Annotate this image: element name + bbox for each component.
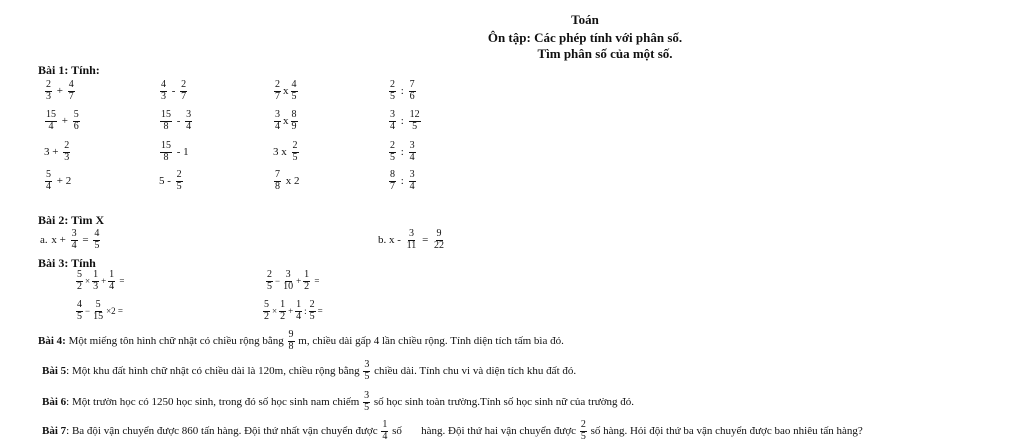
bai1-expr	[159, 170, 184, 192]
numerator: 2	[390, 140, 395, 151]
fraction	[45, 80, 52, 102]
text-segment: :	[398, 146, 407, 158]
fraction	[292, 141, 299, 163]
denominator: 5	[291, 90, 297, 102]
numerator: 5	[73, 109, 79, 120]
fraction	[303, 270, 310, 292]
numerator: 2	[292, 140, 298, 151]
bai1-expr	[44, 110, 81, 132]
fraction	[71, 229, 78, 251]
denominator: 8	[163, 151, 169, 163]
numerator: 3	[409, 169, 415, 180]
fraction	[282, 270, 294, 292]
text-segment: 3 +	[44, 146, 62, 158]
bai1-expr	[273, 110, 299, 132]
denominator: 4	[409, 151, 415, 163]
text-segment: =	[317, 306, 323, 316]
text-segment: - 1	[174, 146, 189, 158]
denominator: 5	[390, 90, 395, 102]
subject-title: Toán	[571, 12, 599, 27]
fraction	[279, 300, 286, 322]
text-segment: số học sinh toàn trường.Tính số học sinh nữ của trường đó.	[371, 396, 635, 408]
numerator: 4	[77, 299, 82, 310]
numerator: 1	[280, 299, 286, 310]
denominator: 5	[412, 120, 418, 132]
bai4-text	[38, 330, 564, 352]
denominator: 2	[77, 280, 82, 292]
denominator: 6	[73, 120, 79, 132]
exercise-label: Bài 5	[42, 365, 67, 377]
fraction	[409, 80, 416, 102]
bai1-expr	[159, 80, 188, 102]
text-segment: :	[304, 306, 307, 316]
fraction	[266, 270, 273, 292]
denominator: 4	[48, 120, 54, 132]
text-segment: +	[296, 276, 302, 286]
text-segment: :	[398, 85, 407, 97]
fraction	[309, 300, 316, 322]
text-segment: m, chiều dài gấp 4 lần chiều rộng. Tính diện tích tấm bìa đó.	[295, 335, 564, 347]
numerator: 3	[71, 228, 77, 239]
text-segment: :	[398, 115, 407, 127]
numerator: 4	[94, 228, 100, 239]
bai2-heading: Bài 2: Tìm X	[38, 213, 105, 227]
text-segment: +	[59, 115, 71, 127]
fraction	[389, 141, 396, 163]
denominator: 5	[364, 370, 370, 382]
bai6-text	[42, 391, 634, 413]
numerator: 5	[77, 269, 82, 280]
fraction	[263, 300, 270, 322]
fraction	[291, 80, 298, 102]
denominator: 4	[46, 180, 51, 192]
numerator: 4	[161, 79, 166, 90]
fraction	[45, 110, 57, 132]
fraction	[389, 170, 396, 192]
text-segment: +	[288, 306, 294, 316]
text-segment: ×2 =	[106, 306, 123, 316]
denominator: 4	[409, 180, 415, 192]
numerator: 2	[181, 79, 187, 90]
numerator: 2	[580, 419, 586, 430]
denominator: 4	[109, 280, 115, 292]
denominator: 7	[275, 90, 280, 102]
text-segment: a.	[40, 234, 51, 246]
bai1-expr	[273, 141, 300, 163]
lesson-title-line1: Ôn tập: Các phép tính với phân số.	[487, 30, 683, 45]
denominator: 11	[406, 239, 417, 251]
fraction	[291, 110, 298, 132]
numerator: 9	[436, 228, 442, 239]
numerator: 12	[409, 109, 420, 120]
text-segment: -	[169, 85, 179, 97]
text-segment: 3 x	[273, 146, 290, 158]
numerator: 3	[186, 109, 192, 120]
denominator: 4	[382, 430, 388, 442]
numerator: 15	[161, 109, 171, 120]
denominator: 3	[93, 280, 99, 292]
numerator: 1	[296, 299, 302, 310]
text-segment: : Một trườn học có 1250 học sinh, trong đó số học sinh nam chiếm	[66, 396, 363, 408]
fraction	[288, 330, 295, 352]
text-segment: : Ba đội vận chuyển được 860 tấn hàng. Đội thứ nhất vận chuyển được	[66, 425, 381, 437]
fraction	[76, 300, 83, 322]
numerator: 15	[161, 140, 171, 151]
denominator: 3	[46, 90, 51, 102]
text-segment: +	[101, 276, 107, 286]
denominator: 5	[390, 151, 395, 163]
text-segment: chiều dài. Tính chu vi và diện tích khu đất đó.	[371, 365, 577, 377]
numerator: 9	[288, 329, 294, 340]
fraction	[68, 80, 75, 102]
fraction	[409, 170, 416, 192]
fraction	[63, 141, 70, 163]
fraction	[180, 80, 187, 102]
numerator: 2	[390, 79, 395, 90]
fraction	[185, 110, 192, 132]
denominator: 5	[364, 401, 370, 413]
bai1-expr	[388, 141, 417, 163]
denominator: 9	[291, 120, 297, 132]
text-segment: =	[419, 234, 432, 246]
text-segment: +	[54, 85, 66, 97]
denominator: 2	[264, 310, 269, 322]
denominator: 3	[161, 90, 166, 102]
bai2-item-a	[40, 229, 101, 251]
text-segment: : Một khu đất hình chữ nhật có chiều dài là 120m, chiều rộng bằng	[66, 365, 363, 377]
bai1-expr	[273, 170, 300, 192]
numerator: 2	[309, 299, 315, 310]
numerator: 4	[291, 79, 297, 90]
fraction	[580, 420, 587, 442]
text-segment: :	[398, 175, 407, 187]
denominator: 2	[304, 280, 310, 292]
fraction	[160, 141, 172, 163]
numerator: 5	[46, 169, 51, 180]
exercise-label: Bài 7	[42, 425, 67, 437]
denominator: 5	[176, 180, 182, 192]
text-segment: Một miếng tôn hình chữ nhật có chiều rộng bằng	[65, 335, 287, 347]
text-segment: =	[312, 276, 320, 286]
text-segment: số hàng. Đội thứ hai vận chuyển được	[389, 425, 579, 437]
numerator: 1	[93, 269, 99, 280]
denominator: 5	[267, 280, 272, 292]
numerator: 3	[275, 109, 280, 120]
numerator: 1	[109, 269, 115, 280]
bai1-expr	[44, 141, 71, 163]
denominator: 15	[93, 310, 104, 322]
numerator: 2	[267, 269, 272, 280]
fraction	[73, 110, 80, 132]
fraction	[76, 270, 83, 292]
text-segment: =	[79, 234, 92, 246]
fraction	[108, 270, 115, 292]
denominator: 4	[71, 239, 77, 251]
fraction	[389, 110, 396, 132]
text-segment: x	[283, 115, 289, 127]
fraction	[381, 420, 388, 442]
numerator: 4	[68, 79, 74, 90]
denominator: 4	[275, 120, 280, 132]
fraction	[406, 229, 418, 251]
fraction	[160, 110, 172, 132]
denominator: 2	[280, 310, 286, 322]
bai1-expr	[159, 141, 189, 163]
numerator: 2	[46, 79, 51, 90]
denominator: 8	[163, 120, 169, 132]
bai2-item-b	[378, 229, 446, 251]
numerator: 3	[390, 109, 395, 120]
text-segment: −	[275, 276, 281, 286]
fraction	[363, 391, 370, 413]
bai3-heading: Bài 3: Tính	[38, 256, 96, 270]
fraction	[92, 300, 104, 322]
denominator: 4	[390, 120, 395, 132]
fraction	[274, 170, 281, 192]
numerator: 7	[409, 79, 415, 90]
denominator: 3	[64, 151, 70, 163]
numerator: 8	[291, 109, 297, 120]
denominator: 4	[186, 120, 192, 132]
numerator: 3	[285, 269, 291, 280]
numerator: 1	[382, 419, 388, 430]
fraction	[274, 80, 281, 102]
fraction	[389, 80, 396, 102]
bai1-expr	[273, 80, 299, 102]
text-segment: =	[117, 276, 125, 286]
fraction	[45, 170, 52, 192]
text-segment: ×	[272, 306, 278, 316]
numerator: 2	[64, 140, 70, 151]
bai1-expr	[388, 80, 417, 102]
bai3-expr	[262, 300, 323, 322]
denominator: 7	[68, 90, 74, 102]
text-segment: 5 -	[159, 175, 174, 187]
bai3-expr	[75, 300, 123, 322]
denominator: 4	[296, 310, 302, 322]
fraction	[274, 110, 281, 132]
fraction	[176, 170, 183, 192]
denominator: 22	[434, 239, 445, 251]
denominator: 5	[309, 310, 315, 322]
bai1-expr	[388, 170, 417, 192]
exercise-label: Bài 4:	[38, 335, 66, 347]
fraction	[92, 270, 99, 292]
denominator: 5	[94, 239, 100, 251]
bai1-expr	[44, 80, 76, 102]
bai1-expr	[44, 170, 71, 192]
numerator: 15	[46, 109, 56, 120]
bai3-expr	[265, 270, 319, 292]
bai1-expr	[159, 110, 193, 132]
denominator: 10	[283, 280, 294, 292]
numerator: 1	[304, 269, 310, 280]
numerator: 3	[408, 228, 414, 239]
bai3-expr	[75, 270, 124, 292]
bai7-text	[42, 420, 863, 442]
text-segment: −	[85, 306, 91, 316]
bai1-expr	[388, 110, 422, 132]
lesson-title-line2: Tìm phân số của một số.	[537, 46, 673, 61]
text-segment: b. x -	[378, 234, 404, 246]
numerator: 3	[409, 140, 415, 151]
numerator: 2	[275, 79, 280, 90]
bai5-text	[42, 360, 576, 382]
text-segment: x +	[51, 234, 69, 246]
denominator: 5	[77, 310, 82, 322]
denominator: 7	[390, 180, 395, 192]
numerator: 5	[264, 299, 269, 310]
fraction	[160, 80, 167, 102]
fraction	[363, 360, 370, 382]
text-segment: số hàng. Hỏi đội thứ ba vận chuyển được bao nhiêu tấn hàng?	[587, 425, 863, 437]
text-segment: x 2	[283, 175, 300, 187]
bai1-heading: Bài 1: Tính:	[38, 63, 100, 77]
fraction	[93, 229, 100, 251]
fraction	[409, 141, 416, 163]
text-segment: ×	[85, 276, 91, 286]
text-segment: x	[283, 85, 289, 97]
numerator: 5	[95, 299, 101, 310]
text-segment: -	[174, 115, 184, 127]
fraction	[295, 300, 302, 322]
denominator: 6	[409, 90, 415, 102]
numerator: 3	[364, 359, 370, 370]
numerator: 3	[364, 390, 370, 401]
denominator: 5	[580, 430, 586, 442]
exercise-label: Bài 6	[42, 396, 67, 408]
fraction	[409, 110, 421, 132]
numerator: 2	[176, 169, 182, 180]
fraction	[433, 229, 445, 251]
denominator: 5	[292, 151, 298, 163]
text-segment: + 2	[54, 175, 72, 187]
numerator: 7	[275, 169, 280, 180]
denominator: 7	[181, 90, 187, 102]
denominator: 8	[288, 340, 294, 352]
numerator: 8	[390, 169, 395, 180]
denominator: 8	[275, 180, 280, 192]
